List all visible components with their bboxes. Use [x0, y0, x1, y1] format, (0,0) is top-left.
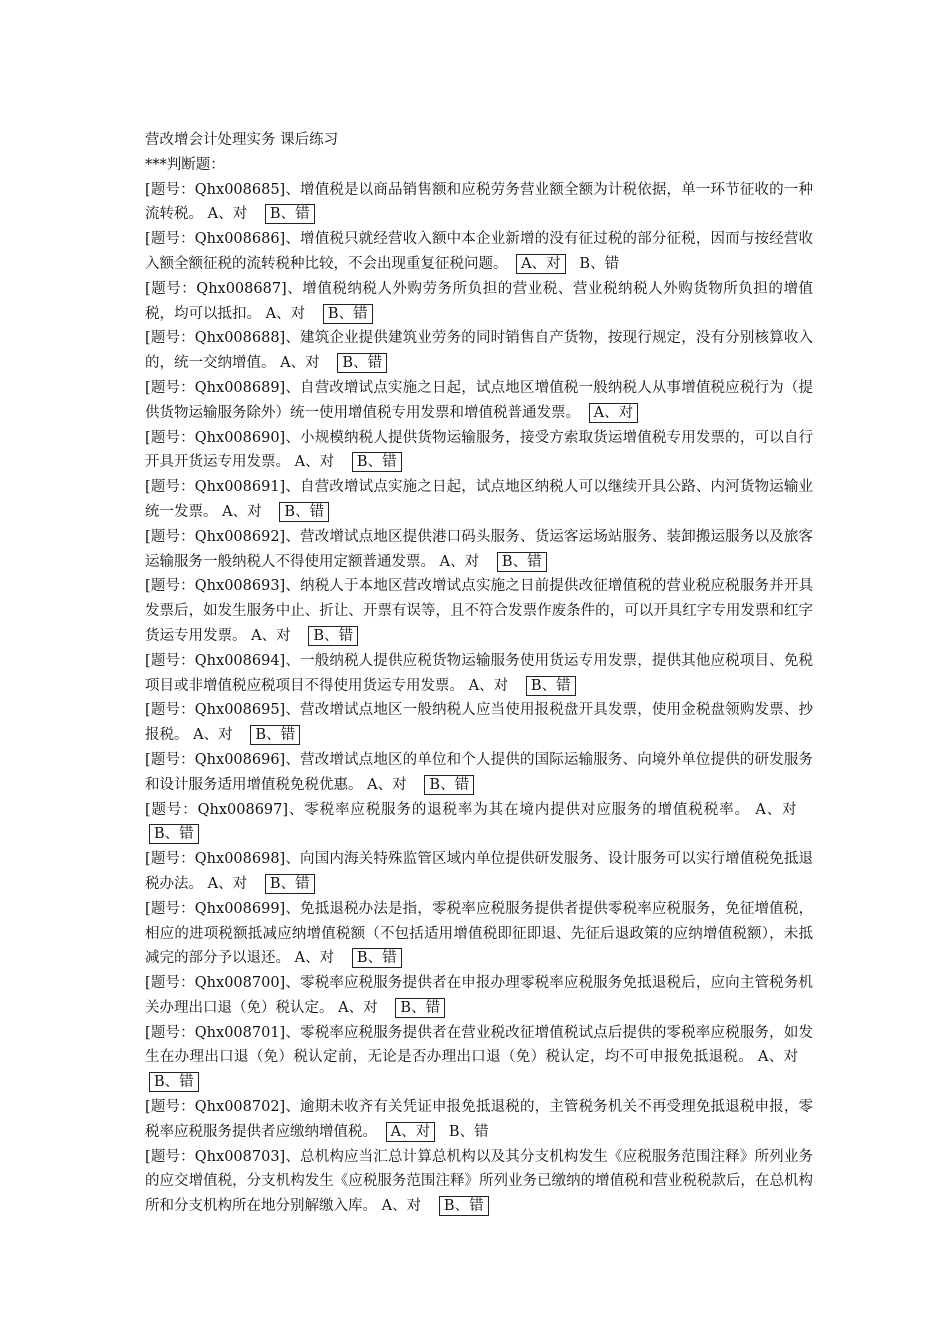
option-true: A、对: [381, 1198, 422, 1215]
option-true: A、对: [265, 305, 306, 322]
question-item: [145, 1021, 813, 1095]
option-false: B、错: [448, 1123, 489, 1140]
question-item: [145, 475, 813, 525]
question-text: [题号：Qhx008688]、建筑企业提供建筑业劳务的同时销售自产货物，按现行规定，没有分别核算收入的，统一交纳增值。: [145, 330, 813, 372]
question-text: [题号：Qhx008703]、总机构应当汇总计算总机构以及其分支机构发生《应税服务范围注释》所列业务的应交增值税，分支机构发生《应税服务范围注释》所列业务已缴纳的增值税和营业税税款后，在总机构所和分支机构所在地分别解缴入库。: [145, 1148, 813, 1215]
option-false: B、错: [337, 353, 387, 373]
question-text: [题号：Qhx008701]、零税率应税服务提供者在营业税改征增值税试点后提供的零税率应税服务，如发生在办理出口退（免）税认定前，无论是否办理出口退（免）税认定，均不可申报免抵退税。: [145, 1024, 813, 1066]
question-text: [题号：Qhx008687]、增值税纳税人外购劳务所负担的营业税、营业税纳税人外购货物所负担的增值税，均可以抵扣。: [145, 280, 813, 322]
question-item: [145, 748, 813, 798]
question-list: [145, 178, 813, 1219]
option-true: A、对: [755, 801, 798, 818]
option-false: B、错: [439, 1196, 489, 1216]
option-false: B、错: [279, 502, 329, 522]
question-text: [题号：Qhx008694]、一般纳税人提供应税货物运输服务使用货运专用发票，提供其他应税项目、免税项目或非增值税应税项目不得使用货运专用发票。: [145, 652, 813, 694]
question-item: [145, 971, 813, 1021]
question-item: [145, 277, 813, 327]
option-true: A、对: [516, 254, 565, 274]
option-false: B、错: [308, 626, 358, 646]
question-text: [题号：Qhx008692]、营改增试点地区提供港口码头服务、货运客运场站服务、装卸搬运服务以及旅客运输服务一般纳税人不得使用定额普通发票。: [145, 528, 813, 570]
option-false: B、错: [579, 255, 620, 272]
option-false: B、错: [424, 775, 474, 795]
question-item: [145, 227, 813, 277]
question-text: [题号：Qhx008695]、营改增试点地区一般纳税人应当使用报税盘开具发票，使用金税盘领购发票、抄报税。: [145, 702, 813, 744]
document-title: 营改增会计处理实务 课后练习: [145, 132, 339, 148]
question-item: [145, 1095, 813, 1145]
question-text: [题号：Qhx008700]、零税率应税服务提供者在申报办理零税率应税服务免抵退税后，应向主管税务机关办理出口退（免）税认定。: [145, 975, 813, 1016]
question-item: [145, 326, 813, 376]
question-text: [题号：Qhx008686]、增值税只就经营收入额中本企业新增的没有征过税的部分征税，因而与按经营收入额全额征税的流转税种比较，不会出现重复征税问题。: [145, 231, 813, 272]
option-false: B、错: [497, 552, 547, 572]
question-item: [145, 847, 813, 897]
question-item: [145, 178, 813, 228]
question-text: [题号：Qhx008696]、营改增试点地区的单位和个人提供的国际运输服务、向境外单位提供的研发服务和设计服务适用增值税免税优惠。: [145, 751, 813, 793]
question-item: [145, 426, 813, 476]
question-text: [题号：Qhx008697]、零税率应税服务的退税率为其在境内提供对应服务的增值税税率。: [145, 801, 750, 818]
option-true: A、对: [589, 403, 638, 423]
option-true: A、对: [222, 503, 262, 520]
option-false: B、错: [352, 452, 402, 472]
option-true: A、对: [280, 355, 320, 372]
option-false: B、错: [149, 1072, 199, 1092]
question-item: [145, 1145, 813, 1219]
question-item: [145, 376, 813, 426]
option-false: B、错: [265, 204, 315, 224]
option-false: B、错: [149, 824, 199, 844]
option-false: B、错: [395, 998, 445, 1018]
option-false: B、错: [352, 948, 402, 968]
option-true: A、对: [207, 875, 248, 892]
option-true: A、对: [294, 454, 335, 471]
question-item: [145, 897, 813, 971]
option-true: A、对: [207, 206, 248, 223]
question-text: [题号：Qhx008698]、向国内海关特殊监管区域内单位提供研发服务、设计服务可以实行增值税免抵退税办法。: [145, 851, 813, 892]
question-text: [题号：Qhx008699]、免抵退税办法是指，零税率应税服务提供者提供零税率应税服务，免征增值税，相应的进项税额抵减应纳增值税额（不包括适用增值税即征即退、先征后退政策的应纳增值税额），未抵减完的部分予以退还。: [145, 900, 813, 967]
option-false: B、错: [323, 304, 373, 324]
option-true: A、对: [251, 627, 291, 644]
section-heading: ***判断题：: [145, 156, 225, 173]
question-item: [145, 798, 813, 848]
option-false: B、错: [265, 874, 315, 894]
question-item: [145, 649, 813, 699]
question-text: [题号：Qhx008690]、小规模纳税人提供货物运输服务，接受方索取货运增值税专用发票的，可以自行开具开货运专用发票。: [145, 429, 813, 471]
question-item: [145, 574, 813, 648]
option-true: A、对: [439, 553, 480, 570]
option-true: A、对: [367, 776, 407, 793]
option-true: A、对: [338, 999, 378, 1016]
question-text: [题号：Qhx008702]、逾期未收齐有关凭证申报免抵退税的，主管税务机关不再受理免抵退税申报，零税率应税服务提供者应缴纳增值税。: [145, 1099, 813, 1140]
question-text: [题号：Qhx008689]、自营改增试点实施之日起，试点地区增值税一般纳税人从事增值税应税行为（提供货物运输服务除外）统一使用增值税专用发票和增值税普通发票。: [145, 379, 813, 421]
question-item: [145, 698, 813, 748]
option-false: B、错: [526, 676, 576, 696]
option-true: A、对: [758, 1049, 799, 1066]
option-true: A、对: [386, 1122, 435, 1142]
document-page: [145, 128, 813, 1219]
question-text: [题号：Qhx008693]、纳税人于本地区营改增试点实施之日前提供改征增值税的营业税应税服务并开具发票后，如发生服务中止、折让、开票有误等，且不符合发票作废条件的，可以开具红字专用发票和红字货运专用发票。: [145, 578, 813, 644]
question-text: [题号：Qhx008691]、自营改增试点实施之日起，试点地区纳税人可以继续开具公路、内河货物运输业统一发票。: [145, 479, 813, 520]
question-text: [题号：Qhx008685]、增值税是以商品销售额和应税劳务营业额全额为计税依据，单一环节征收的一种流转税。: [145, 181, 813, 223]
question-item: [145, 525, 813, 575]
option-false: B、错: [250, 725, 300, 745]
option-true: A、对: [468, 677, 509, 694]
option-true: A、对: [193, 727, 233, 744]
option-true: A、对: [294, 950, 335, 967]
